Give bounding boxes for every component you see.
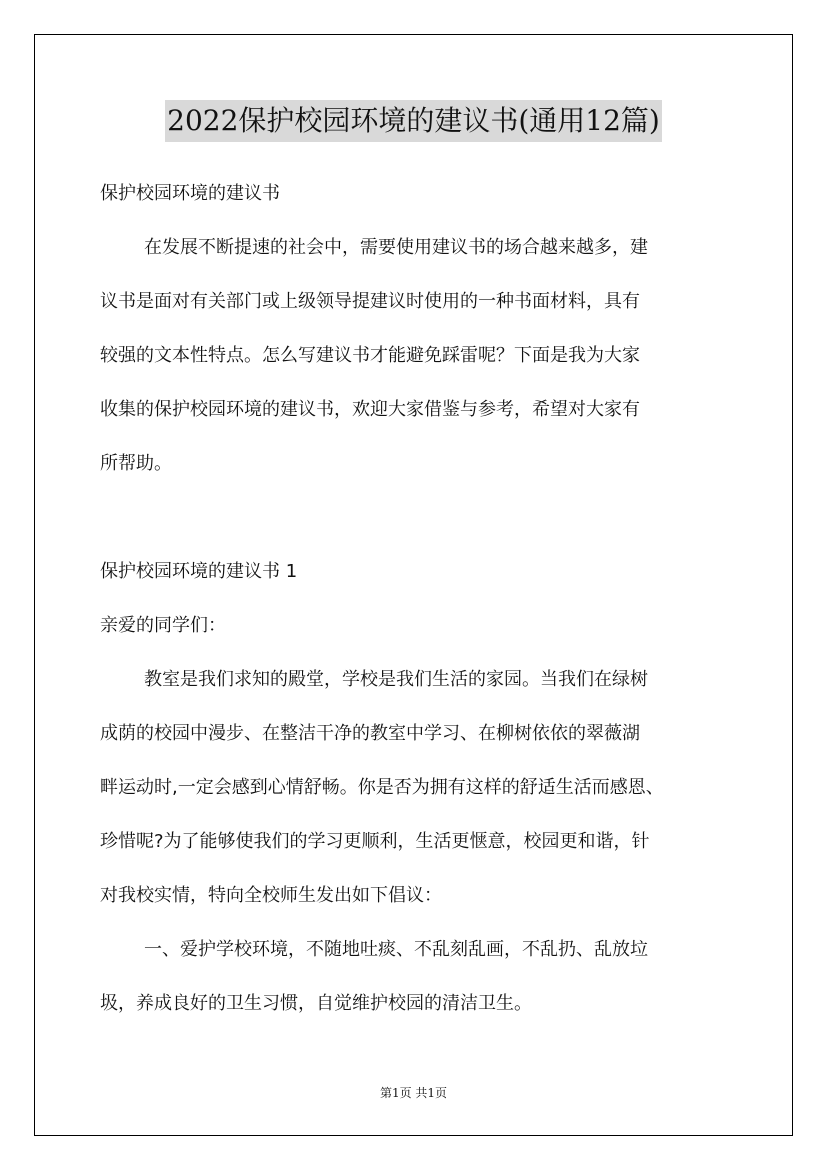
page-footer: 第1页 共1页 [379, 1086, 448, 1100]
greeting: 亲爱的同学们： [100, 615, 226, 636]
body-line: 一、爱护学校环境，不随地吐痰、不乱刻乱画，不乱扔、乱放垃 [144, 939, 648, 960]
intro-line: 较强的文本性特点。怎么写建议书才能避免踩雷呢？下面是我为大家 [100, 345, 640, 366]
body-line: 珍惜呢?为了能够使我们的学习更顺利，生活更惬意，校园更和谐，针 [100, 831, 650, 852]
document-title: 2022保护校园环境的建议书(通用12篇) [165, 100, 662, 142]
body-line: 圾，养成良好的卫生习惯，自觉维护校园的清洁卫生。 [100, 993, 532, 1014]
body-line: 畔运动时,一定会感到心情舒畅。你是否为拥有这样的舒适生活而感恩、 [100, 777, 664, 798]
document-heading: 保护校园环境的建议书 [100, 183, 280, 204]
body-line: 教室是我们求知的殿堂，学校是我们生活的家园。当我们在绿树 [144, 669, 648, 690]
title-wrap [0, 100, 827, 142]
intro-line: 所帮助。 [100, 453, 172, 474]
intro-line: 议书是面对有关部门或上级领导提建议时使用的一种书面材料，具有 [100, 291, 640, 312]
section-title: 保护校园环境的建议书 1 [100, 561, 298, 582]
body-line: 成荫的校园中漫步、在整洁干净的教室中学习、在柳树依依的翠薇湖 [100, 723, 640, 744]
body-line: 对我校实情，特向全校师生发出如下倡议： [100, 885, 442, 906]
intro-line: 在发展不断提速的社会中，需要使用建议书的场合越来越多，建 [144, 237, 648, 258]
intro-line: 收集的保护校园环境的建议书，欢迎大家借鉴与参考，希望对大家有 [100, 399, 640, 420]
